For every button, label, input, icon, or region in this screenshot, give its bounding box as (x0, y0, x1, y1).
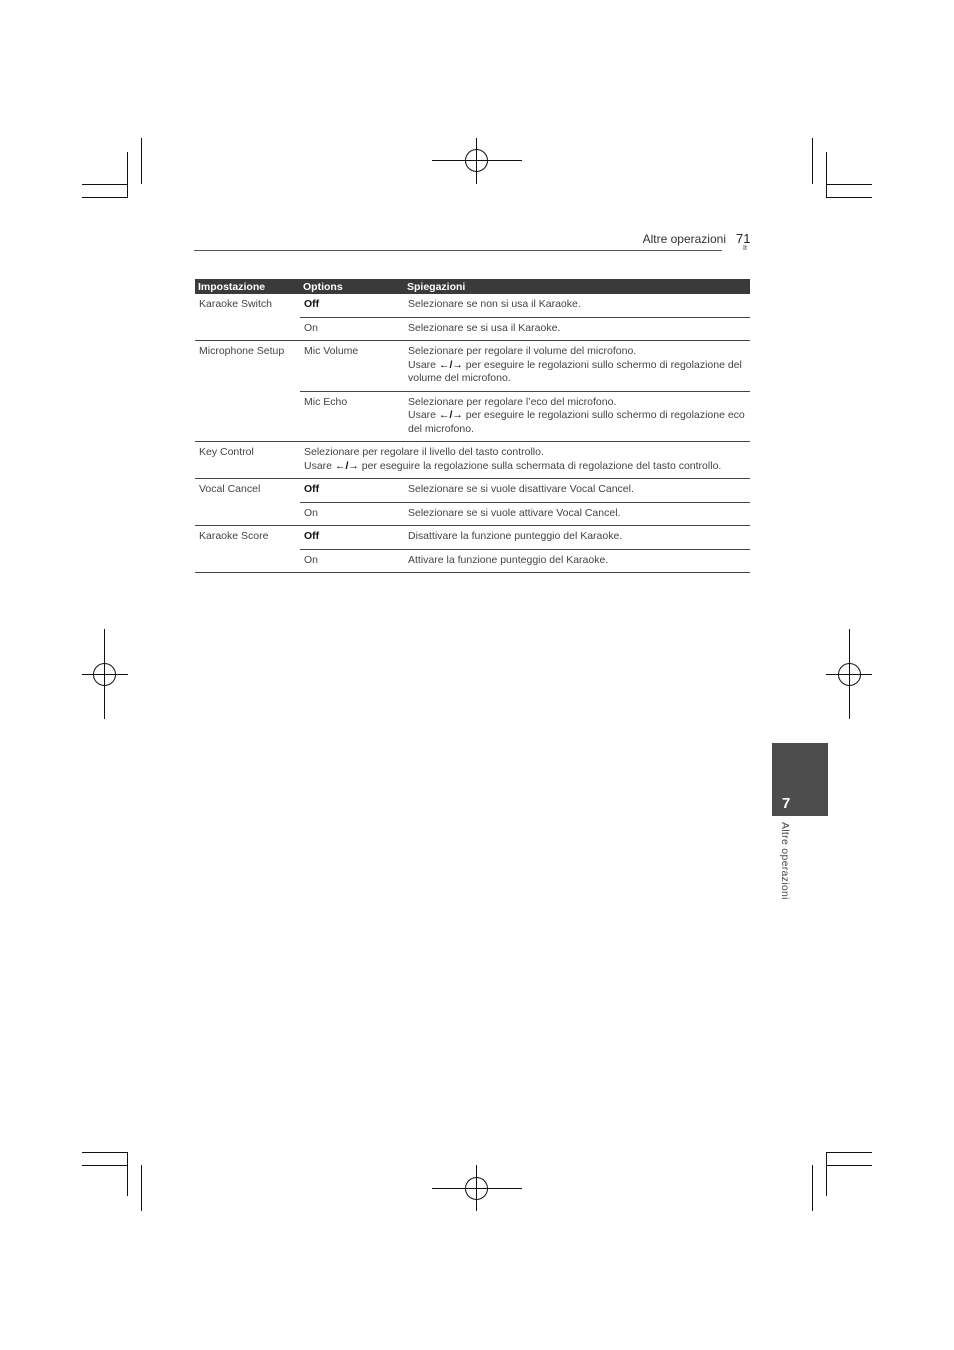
option-description (404, 391, 750, 442)
description-line: Selezionare per regolare il volume del microfono. (408, 345, 637, 357)
option-value: On (300, 317, 404, 341)
option-value: Off (300, 479, 404, 503)
option-description: Selezionare se si usa il Karaoke. (404, 317, 750, 341)
description-line: Selezionare per regolare l’eco del microfono. (408, 395, 617, 408)
option-description: Selezionare se non si usa il Karaoke. (408, 298, 581, 310)
description-text: Usare (408, 409, 439, 421)
table-header-row (195, 279, 750, 294)
header-rule (194, 250, 722, 251)
left-right-arrows-icon: ←/→ (438, 358, 463, 371)
setting-name: Vocal Cancel (195, 479, 300, 526)
karaoke-settings-table (195, 279, 750, 573)
description-text: Usare (304, 459, 335, 472)
setting-name: Karaoke Switch (199, 298, 272, 310)
chapter-number: 7 (782, 795, 791, 812)
left-right-arrows-icon: ←/→ (438, 409, 463, 421)
option-value: On (300, 549, 404, 573)
option-value: On (300, 502, 404, 526)
option-value: Off (304, 298, 320, 310)
option-description: Attivare la funzione punteggio del Karaoke. (404, 549, 750, 573)
description-text: per eseguire le regolazioni sullo schermo di regolazione del volume del microfono. (408, 358, 742, 384)
page-number: 71 (736, 231, 751, 246)
table-row (195, 341, 750, 392)
setting-name: Microphone Setup (195, 341, 300, 442)
option-description: Selezionare se si vuole disattivare Vocal Cancel. (404, 479, 750, 503)
setting-name: Karaoke Score (195, 526, 300, 573)
table-row (195, 479, 750, 503)
option-value: Off (300, 526, 404, 550)
left-right-arrows-icon: ←/→ (334, 459, 359, 472)
description-text: Usare (408, 358, 439, 371)
table-row (195, 294, 750, 317)
description-text: per eseguire le regolazioni sullo schermo di regolazione eco del microfono. (408, 409, 745, 435)
chapter-label: Altre operazioni (779, 822, 791, 900)
option-value: Mic Volume (300, 341, 404, 392)
option-description (300, 442, 750, 479)
section-title: Altre operazioni (642, 232, 726, 246)
option-value: Mic Echo (300, 391, 404, 442)
column-header-explanation: Spiegazioni (404, 279, 750, 294)
description-text: per eseguire la regolazione sulla schermata di regolazione del tasto controllo. (358, 459, 722, 472)
chapter-tab (772, 743, 828, 816)
column-header-setting: Impostazione (195, 279, 300, 294)
table-row (195, 526, 750, 550)
table-row (195, 442, 750, 479)
setting-name: Key Control (195, 442, 300, 479)
option-description (404, 341, 750, 392)
language-code: It (743, 245, 747, 252)
column-header-options: Options (300, 279, 404, 294)
description-line: Selezionare per regolare il livello del tasto controllo. (304, 446, 544, 458)
option-description: Disattivare la funzione punteggio del Karaoke. (404, 526, 750, 550)
option-description: Selezionare se si vuole attivare Vocal Cancel. (404, 502, 750, 526)
